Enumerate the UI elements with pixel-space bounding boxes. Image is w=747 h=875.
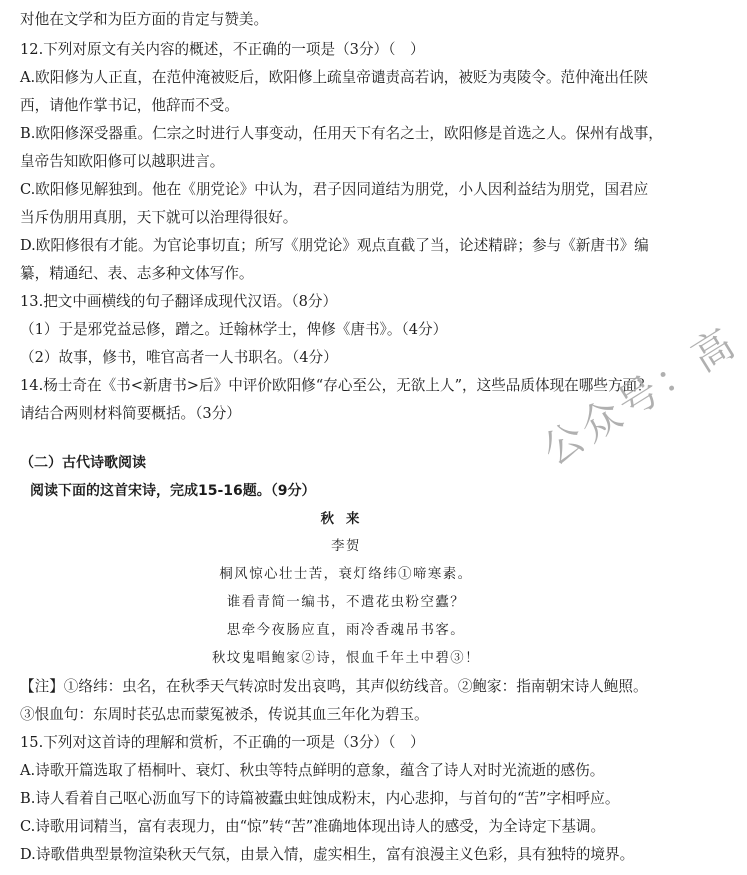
poem-notes-cont: ③恨血句：东周时苌弘忠而蒙冤被杀，传说其血三年化为碧玉。	[20, 706, 429, 723]
poem-line: 秋坟鬼唱鲍家②诗，恨血千年土中碧③！	[211, 651, 481, 666]
question-14-stem: 14.杨士奇在《书<新唐书>后》中评价欧阳修“存心至公，无欲上人”，这些品质体现在哪些方面？	[20, 377, 652, 394]
option-15c: C.诗歌用词精当，富有表现力，由“惊”转“苦”准确地体现出诗人的感受，为全诗定下基调。	[20, 818, 606, 835]
section-heading: （二）古代诗歌阅读	[20, 455, 146, 471]
option-12d: D.欧阳修很有才能。为官论事切直；所写《朋党论》观点直截了当，论述精辟；参与《新唐书》编	[20, 237, 649, 254]
question-12-stem: 12.下列对原文有关内容的概述，不正确的一项是（3分）（ ）	[20, 41, 425, 58]
question-13-part-1: （1）于是邪党益忌修，蹭之。迁翰林学士，俾修《唐书》。（4分）	[20, 321, 448, 338]
watermark: 公众号：高	[534, 319, 746, 475]
poem-line: 桐风惊心壮士苦，衰灯络纬①啼寒素。	[219, 567, 473, 582]
option-15d: D.诗歌借典型景物渲染秋天气氛，由景入情，虚实相生，富有浪漫主义色彩，具有独特的境界。	[20, 846, 635, 863]
option-12a-cont: 西，请他作掌书记，他辞而不受。	[20, 97, 239, 114]
question-14-stem-cont: 请结合两则材料简要概括。（3分）	[20, 405, 241, 422]
option-12c: C.欧阳修见解独到。他在《朋党论》中认为，君子因同道结为朋党，小人因利益结为朋党，国君应	[20, 181, 649, 198]
poem-notes: 【注】①络纬：虫名，在秋季天气转凉时发出哀鸣，其声似纺线音。②鲍家：指南朝宋诗人鲍照。	[20, 678, 648, 695]
section-instruction: 阅读下面的这首宋诗，完成15-16题。（9分）	[30, 483, 316, 499]
poem-line: 谁看青简一编书，不遣花虫粉空蠹？	[226, 595, 466, 610]
option-12b: B.欧阳修深受器重。仁宗之时进行人事变动，任用天下有名之士，欧阳修是首选之人。保州有战事，	[20, 125, 663, 142]
option-12a: A.欧阳修为人正直，在范仲淹被贬后，欧阳修上疏皇帝谴责高若讷，被贬为夷陵令。范仲淹出任陕	[20, 69, 649, 86]
poem-author: 李贺	[331, 539, 361, 554]
question-15-stem: 15.下列对这首诗的理解和赏析，不正确的一项是（3分）（ ）	[20, 734, 425, 751]
option-12c-cont: 当斥伪朋用真朋，天下就可以治理得很好。	[20, 209, 298, 226]
option-12d-cont: 纂，精通纪、表、志多种文体写作。	[20, 265, 254, 282]
question-13-part-2: （2）故事，修书，唯官高者一人书职名。（4分）	[20, 349, 338, 366]
option-15b: B.诗人看着自己呕心沥血写下的诗篇被蠹虫蛀蚀成粉末，内心悲抑，与首句的“苦”字相呼应。	[20, 790, 620, 807]
option-15a: A.诗歌开篇选取了梧桐叶、衰灯、秋虫等特点鲜明的意象，蕴含了诗人对时光流逝的感伤。	[20, 762, 605, 779]
option-12b-cont: 皇帝告知欧阳修可以越职进言。	[20, 153, 225, 170]
poem-title: 秋来	[320, 511, 372, 527]
question-13-stem: 13.把文中画横线的句子翻译成现代汉语。（8分）	[20, 293, 338, 310]
text-line: 对他在文学和为臣方面的肯定与赞美。	[20, 11, 269, 28]
poem-line: 思牵今夜肠应直，雨冷香魂吊书客。	[226, 623, 466, 638]
